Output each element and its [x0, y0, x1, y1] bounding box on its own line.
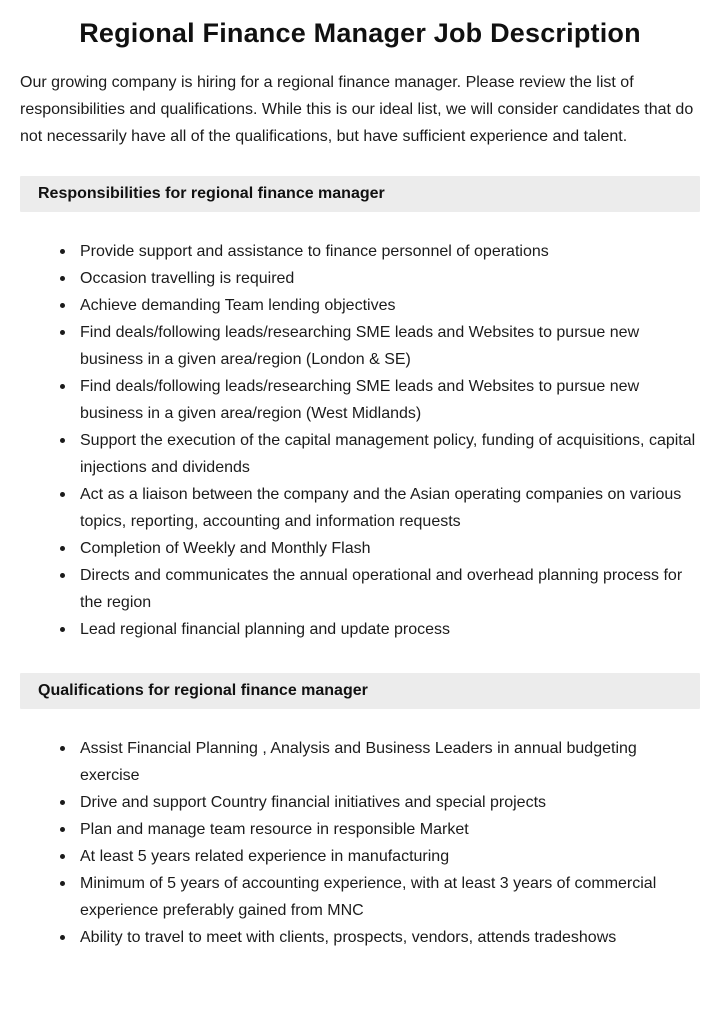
list-item: Act as a liaison between the company and the Asian operating companies on various topics, reporting, accounting and information requests [60, 481, 700, 535]
responsibilities-list [20, 212, 700, 643]
page-title: Regional Finance Manager Job Description [79, 18, 641, 48]
list-item: Achieve demanding Team lending objectives [60, 292, 700, 319]
list-item: Minimum of 5 years of accounting experience, with at least 3 years of commercial experience preferably gained from MNC [60, 870, 700, 924]
list-item: Directs and communicates the annual operational and overhead planning process for the region [60, 562, 700, 616]
responsibilities-section [20, 176, 700, 643]
list-item: Ability to travel to meet with clients, prospects, vendors, attends tradeshows [60, 924, 700, 951]
qualifications-list [20, 709, 700, 951]
intro-paragraph: Our growing company is hiring for a regional finance manager. Please review the list of responsibilities and qualifications. While this is our ideal list, we will consider candidates that do not necessarily have all of the qualifications, but have sufficient experience and talent. [20, 74, 694, 146]
list-item: At least 5 years related experience in manufacturing [60, 843, 700, 870]
list-item: Assist Financial Planning , Analysis and Business Leaders in annual budgeting exercise [60, 735, 700, 789]
responsibilities-section-heading: Responsibilities for regional finance manager [20, 176, 700, 212]
list-item: Find deals/following leads/researching SME leads and Websites to pursue new business in a given area/region (London & SE) [60, 319, 700, 373]
list-item: Drive and support Country financial initiatives and special projects [60, 789, 700, 816]
qualifications-section [20, 673, 700, 951]
qualifications-section-heading: Qualifications for regional finance manager [20, 673, 700, 709]
list-item: Plan and manage team resource in responsible Market [60, 816, 700, 843]
list-item: Completion of Weekly and Monthly Flash [60, 535, 700, 562]
list-item: Find deals/following leads/researching SME leads and Websites to pursue new business in a given area/region (West Midlands) [60, 373, 700, 427]
list-item: Lead regional financial planning and update process [60, 616, 700, 643]
list-item: Support the execution of the capital management policy, funding of acquisitions, capital injections and dividends [60, 427, 700, 481]
list-item: Occasion travelling is required [60, 265, 700, 292]
list-item: Provide support and assistance to finance personnel of operations [60, 238, 700, 265]
